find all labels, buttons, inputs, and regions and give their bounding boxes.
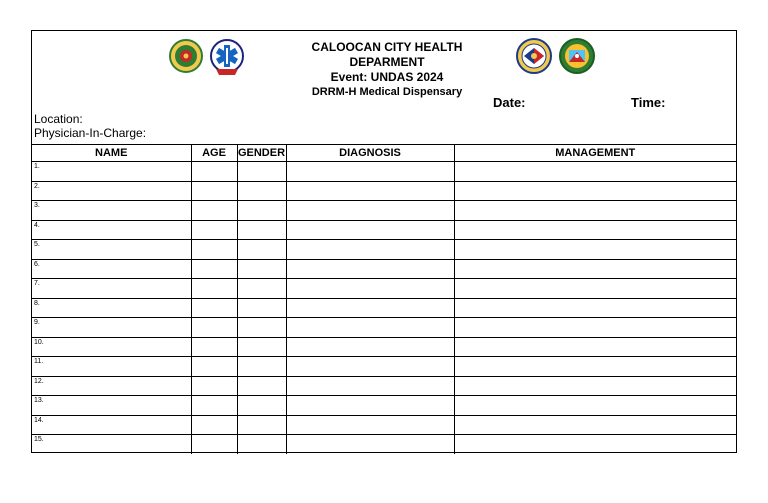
table-row [32,337,736,357]
management-cell[interactable] [454,201,736,221]
age-cell[interactable] [191,337,237,357]
table-row [32,240,736,260]
table-row [32,415,736,435]
name-cell[interactable] [32,162,191,182]
row-number: 6. [34,260,40,268]
dispensary-title: DRRM-H Medical Dispensary [311,86,463,98]
gender-cell[interactable] [237,259,286,279]
age-cell[interactable] [191,376,237,396]
republic-seal-icon [516,38,550,72]
gender-cell[interactable] [237,415,286,435]
row-number: 14. [34,416,44,424]
row-number: 12. [34,377,44,385]
gender-cell[interactable] [237,376,286,396]
row-number: 11. [34,358,44,365]
name-cell[interactable] [32,259,191,279]
gender-cell[interactable] [237,318,286,338]
diagnosis-cell[interactable] [286,376,454,396]
table-row [32,435,736,454]
row-number: 2. [34,182,40,190]
gender-cell[interactable] [237,435,286,454]
management-cell[interactable] [454,396,736,416]
row-number: 3. [34,202,40,209]
age-cell[interactable] [191,279,237,299]
diagnosis-cell[interactable] [286,201,454,221]
form-header [274,40,500,100]
name-cell[interactable] [32,318,191,338]
age-cell[interactable] [191,201,237,221]
table-row [32,181,736,201]
name-cell[interactable] [32,181,191,201]
table-row [32,376,736,396]
management-cell[interactable] [454,279,736,299]
row-number: 8. [34,299,40,307]
diagnosis-cell[interactable] [286,357,454,377]
table-row [32,279,736,299]
age-cell[interactable] [191,240,237,260]
row-number: 9. [34,319,40,326]
table-row [32,318,736,338]
column-header-management: MANAGEMENT [454,145,736,162]
management-cell[interactable] [454,259,736,279]
gender-cell[interactable] [237,201,286,221]
management-cell[interactable] [454,357,736,377]
department-title: CALOOCAN CITY HEALTH DEPARMENT [311,40,463,69]
gender-cell[interactable] [237,298,286,318]
row-number: 1. [34,163,40,170]
diagnosis-cell[interactable] [286,259,454,279]
row-number: 5. [34,241,40,248]
age-cell[interactable] [191,181,237,201]
diagnosis-cell[interactable] [286,318,454,338]
gender-cell[interactable] [237,357,286,377]
age-cell[interactable] [191,396,237,416]
management-cell[interactable] [454,240,736,260]
row-number: 7. [34,280,40,287]
gender-cell[interactable] [237,279,286,299]
management-cell[interactable] [454,435,736,454]
table-row [32,162,736,182]
management-cell[interactable] [454,220,736,240]
table-row [32,259,736,279]
star-of-life-ems-icon [210,39,244,73]
gender-cell[interactable] [237,396,286,416]
name-cell[interactable] [32,279,191,299]
health-office-seal-icon [559,38,593,72]
name-cell[interactable] [32,337,191,357]
diagnosis-cell[interactable] [286,396,454,416]
age-cell[interactable] [191,259,237,279]
column-header-gender: GENDER [237,145,286,162]
name-cell[interactable] [32,415,191,435]
age-cell[interactable] [191,357,237,377]
table-row [32,201,736,221]
column-header-name: NAME [32,145,191,162]
column-header-diagnosis: DIAGNOSIS [286,145,454,162]
table-row [32,396,736,416]
gender-cell[interactable] [237,162,286,182]
gender-cell[interactable] [237,240,286,260]
diagnosis-cell[interactable] [286,220,454,240]
name-cell[interactable] [32,220,191,240]
management-cell[interactable] [454,376,736,396]
management-cell[interactable] [454,337,736,357]
age-cell[interactable] [191,298,237,318]
age-cell[interactable] [191,415,237,435]
diagnosis-cell[interactable] [286,435,454,454]
diagnosis-cell[interactable] [286,337,454,357]
age-cell[interactable] [191,220,237,240]
diagnosis-cell[interactable] [286,415,454,435]
management-cell[interactable] [454,318,736,338]
table-row [32,220,736,240]
age-cell[interactable] [191,318,237,338]
name-cell[interactable] [32,201,191,221]
diagnosis-cell[interactable] [286,240,454,260]
city-seal-green-icon [169,39,203,73]
name-cell[interactable] [32,357,191,377]
row-number: 13. [34,397,44,404]
management-cell[interactable] [454,415,736,435]
row-number: 4. [34,221,40,229]
management-cell[interactable] [454,181,736,201]
physician-label: Physician-In-Charge: [34,126,147,140]
form-sheet [31,30,737,453]
name-cell[interactable] [32,435,191,454]
gender-cell[interactable] [237,337,286,357]
time-label: Time: [631,95,666,110]
management-cell[interactable] [454,162,736,182]
table-row [32,357,736,377]
date-label: Date: [493,95,526,110]
diagnosis-cell[interactable] [286,181,454,201]
name-cell[interactable] [32,240,191,260]
row-number: 15. [34,436,44,443]
name-cell[interactable] [32,298,191,318]
column-header-age: AGE [191,145,237,162]
location-label: Location: [34,112,83,126]
patient-log-table [32,144,736,454]
row-number: 10. [34,338,44,346]
gender-cell[interactable] [237,220,286,240]
diagnosis-cell[interactable] [286,279,454,299]
management-cell[interactable] [454,298,736,318]
age-cell[interactable] [191,435,237,454]
table-row [32,298,736,318]
gender-cell[interactable] [237,181,286,201]
name-cell[interactable] [32,396,191,416]
age-cell[interactable] [191,162,237,182]
diagnosis-cell[interactable] [286,298,454,318]
event-title: Event: UNDAS 2024 [330,70,444,84]
name-cell[interactable] [32,376,191,396]
table-header-row [32,145,736,162]
diagnosis-cell[interactable] [286,162,454,182]
